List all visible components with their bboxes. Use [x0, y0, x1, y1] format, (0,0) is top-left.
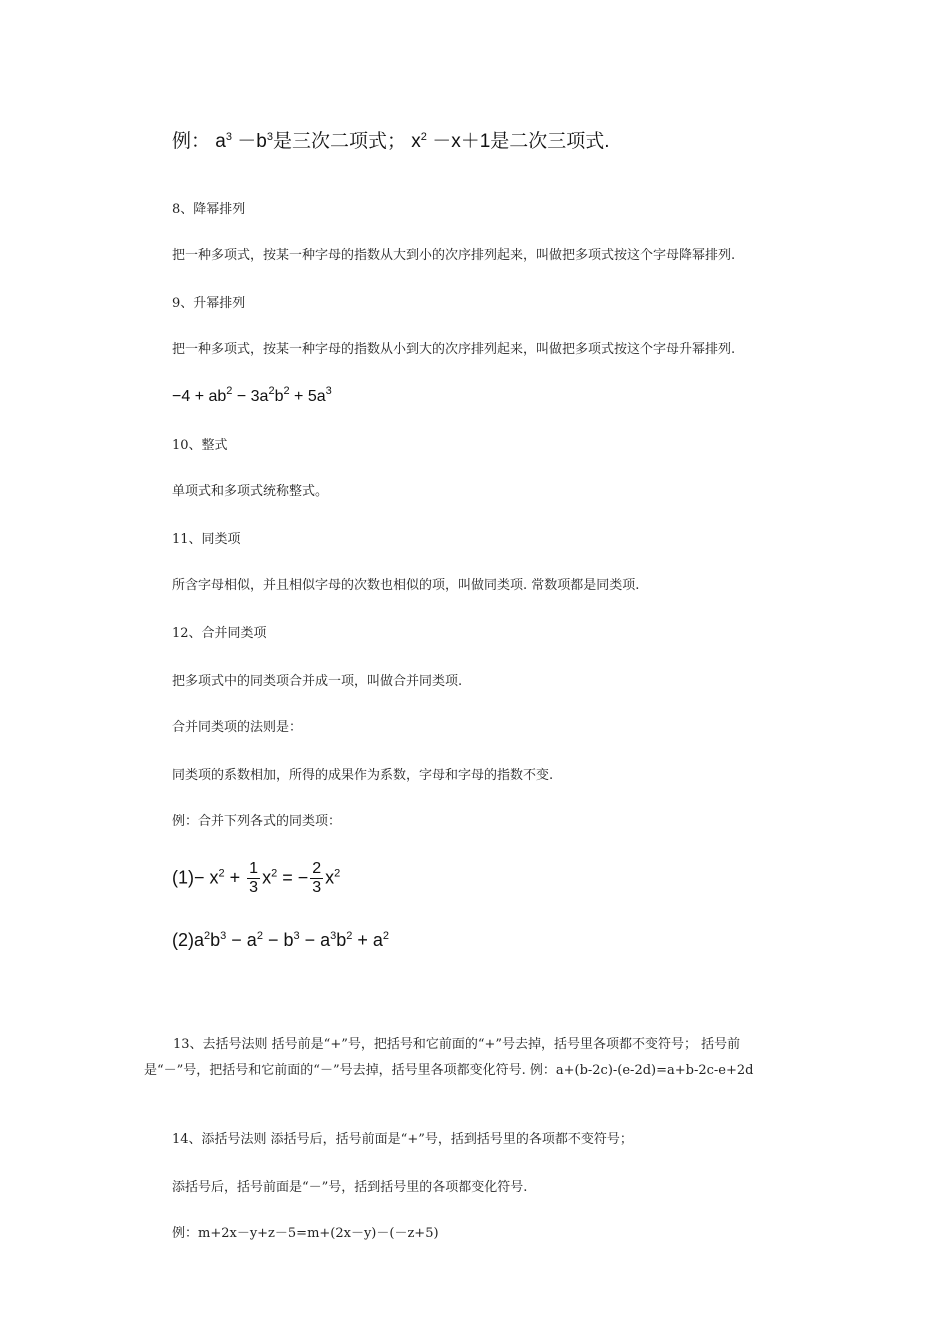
formula-term: (1)− x [172, 867, 219, 888]
formula-var: a [215, 131, 226, 152]
formula-exponent: 2 [382, 930, 390, 942]
equation-2 [172, 930, 389, 951]
formula-term: + 5a [289, 388, 326, 405]
section-12-example: 例：合并下列各式的同类项： [172, 814, 342, 829]
formula-term: + [224, 867, 246, 888]
section-12-rule: 同类项的系数相加，所得的成果作为系数，字母和字母的指数不变. [172, 768, 554, 783]
ascending-order-formula [172, 385, 332, 406]
formula-term: b [336, 930, 347, 950]
formula-exponent: 3 [293, 930, 300, 942]
section-13-text: 13、去括号法则 括号前是“+”号，把括号和它前面的“+”号去掉，括号里各项都不变符号； 括号前是“－”号，把括号和它前面的“－”号去掉，括号里各项都变化符号. 例：a+(b-2c)-(e-2d)=a+b-2c-e+2d [144, 1037, 754, 1078]
formula-exponent: 3 [266, 131, 273, 143]
section-14-title: 14、添括号法则 添括号后，括号前面是“+”号，括到括号里的各项都不变符号； [172, 1132, 633, 1147]
formula-exponent: 2 [420, 131, 427, 143]
formula-term: = − [277, 867, 309, 888]
section-10-body: 单项式和多项式统称整式。 [172, 484, 329, 499]
fraction [310, 860, 323, 897]
formula-term: x [325, 867, 335, 888]
formula-term: x [262, 867, 272, 888]
formula-term: b [210, 930, 221, 950]
formula-exponent: 3 [225, 131, 232, 143]
formula-term: − 3a [232, 388, 269, 405]
formula-exponent: 2 [218, 867, 225, 880]
example-label: 例： [172, 131, 211, 152]
formula-var: x [411, 131, 421, 152]
formula-exponent: 2 [256, 930, 263, 942]
formula-text: 是二次三项式. [490, 131, 610, 152]
section-8-body: 把一种多项式，按某一种字母的指数从大到小的次序排列起来，叫做把多项式按这个字母降幂排列. [172, 248, 736, 263]
equation-1 [172, 860, 340, 897]
fraction [247, 860, 260, 897]
section-9-body: 把一种多项式，按某一种字母的指数从小到大的次序排列起来，叫做把多项式按这个字母升幂排列. [172, 342, 736, 357]
section-8-title: 8、降幂排列 [172, 202, 246, 217]
section-12-body: 把多项式中的同类项合并成一项，叫做合并同类项. [172, 674, 463, 689]
fraction-denominator: 3 [312, 879, 322, 896]
section-14-body: 添括号后，括号前面是“－”号，括到括号里的各项都变化符号. [172, 1180, 528, 1195]
formula-term: －x＋1 [432, 131, 491, 152]
formula-term: (2)a [172, 930, 205, 950]
section-12-title: 12、合并同类项 [172, 626, 267, 641]
section-11-title: 11、同类项 [172, 532, 241, 547]
formula-exponent: 2 [204, 930, 211, 942]
formula-exponent: 2 [226, 385, 233, 397]
formula-exponent: 2 [283, 385, 290, 397]
formula-exponent: 3 [330, 930, 337, 942]
fraction-denominator: 3 [249, 879, 259, 896]
formula-term: − a [299, 930, 331, 950]
formula-exponent: 2 [271, 867, 278, 880]
formula-term: −4 + ab [172, 388, 227, 405]
section-13-paragraph [144, 1032, 794, 1084]
example-formula-line [172, 126, 610, 153]
formula-term: b [274, 388, 284, 405]
fraction-numerator: 2 [312, 860, 322, 877]
section-11-body: 所含字母相似，并且相似字母的次数也相似的项，叫做同类项. 常数项都是同类项. [172, 578, 640, 593]
section-12-rule-title: 合并同类项的法则是： [172, 720, 303, 735]
formula-text: 是三次二项式； [272, 131, 406, 152]
formula-term: − a [226, 930, 257, 950]
fraction-numerator: 1 [249, 860, 259, 877]
section-14-example: 例：m+2x－y+z－5=m+(2x－y)－(－z+5) [172, 1226, 439, 1241]
formula-exponent: 2 [268, 385, 275, 397]
section-10-title: 10、整式 [172, 438, 228, 453]
formula-exponent: 3 [220, 930, 227, 942]
formula-term: − b [262, 930, 294, 950]
formula-term: －b [237, 131, 267, 152]
section-9-title: 9、升幂排列 [172, 296, 246, 311]
formula-exponent: 2 [346, 930, 353, 942]
formula-exponent: 2 [334, 867, 341, 880]
formula-exponent: 3 [325, 385, 332, 397]
formula-term: + a [352, 930, 383, 950]
